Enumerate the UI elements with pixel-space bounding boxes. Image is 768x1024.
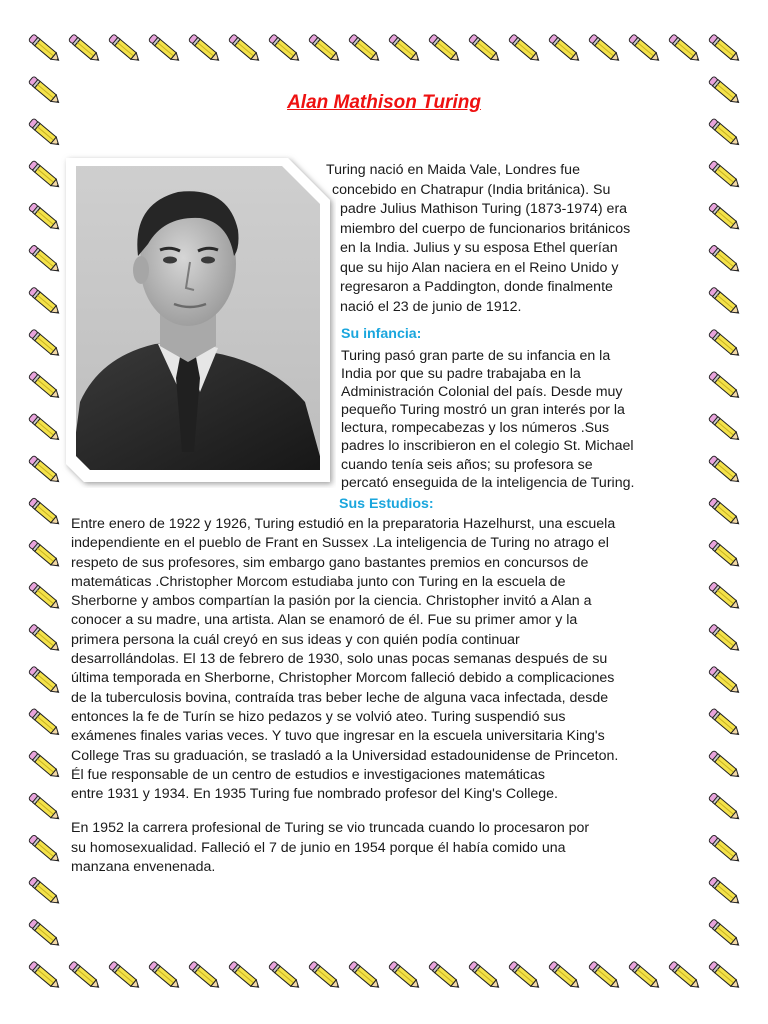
text-line: lectura, rompecabezas y los números .Sus — [341, 420, 610, 437]
pencil-icon — [708, 497, 742, 527]
pencil-icon — [708, 455, 742, 485]
text-line: India por que su padre trabajaba en la — [341, 366, 581, 383]
pencil-icon — [28, 413, 62, 443]
text-line: desarrollándolas. El 13 de febrero de 1930, solo unas pocas semanas después de su — [71, 651, 608, 668]
pencil-icon — [588, 961, 622, 991]
text-line: Él fue responsable de un centro de estudios e investigaciones matemáticas — [71, 766, 545, 783]
pencil-icon — [28, 497, 62, 527]
pencil-icon — [668, 34, 702, 64]
pencil-icon — [548, 34, 582, 64]
text-line: miembro del cuerpo de funcionarios británicos — [340, 220, 631, 237]
text-line: su homosexualidad. Falleció el 7 de junio en 1954 porque él había comido una — [71, 839, 566, 856]
pencil-icon — [508, 961, 542, 991]
text-line: Administración Colonial del país. Desde muy — [341, 384, 623, 401]
pencil-icon — [348, 34, 382, 64]
pencil-icon — [708, 539, 742, 569]
infancia-paragraph — [341, 347, 681, 492]
text-line: Sherborne y ambos compartían la pasión por la ciencia. Christopher invitó a Alan a — [71, 593, 592, 610]
text-line: Turing nació en Maida Vale, Londres fue — [326, 162, 580, 178]
pencil-icon — [708, 961, 742, 991]
pencil-icon — [28, 539, 62, 569]
pencil-icon — [28, 202, 62, 232]
pencil-icon — [708, 371, 742, 401]
text-line: en la India. Julius y su esposa Ethel querían — [340, 240, 618, 256]
pencil-icon — [708, 750, 742, 780]
text-line: matemáticas .Christopher Morcom estudiaba junto con Turing en la escuela de — [71, 573, 566, 590]
pencil-icon — [708, 202, 742, 232]
pencil-icon — [348, 961, 382, 991]
pencil-icon — [708, 877, 742, 907]
final-paragraph — [71, 819, 697, 878]
pencil-icon — [28, 877, 62, 907]
text-line: Turing pasó gran parte de su infancia en la — [341, 348, 611, 364]
pencil-icon — [708, 624, 742, 654]
text-line: independiente en el pueblo de Frant en Sussex .La inteligencia de Turing no atrago el — [71, 535, 609, 552]
pencil-icon — [188, 961, 222, 991]
pencil-icon — [708, 582, 742, 612]
text-line: que su hijo Alan naciera en el Reino Unido y — [340, 259, 619, 276]
text-line: nació el 23 de junio de 1912. — [340, 298, 522, 315]
pencil-icon — [28, 287, 62, 317]
pencil-icon — [388, 961, 422, 991]
pencil-icon — [28, 160, 62, 190]
pencil-icon — [28, 834, 62, 864]
pencil-icon — [708, 287, 742, 317]
pencil-icon — [148, 34, 182, 64]
pencil-icon — [708, 413, 742, 443]
text-line: padres lo inscribieron en el colegio St. Michael — [341, 438, 634, 455]
pencil-icon — [708, 919, 742, 949]
pencil-icon — [68, 34, 102, 64]
pencil-icon — [708, 834, 742, 864]
pencil-icon — [628, 961, 662, 991]
text-line: de la tuberculosis bovina, contraída tras beber leche de alguna vaca infectada, desde — [71, 689, 609, 706]
text-line: College Tras su graduación, se trasladó a la Universidad estadounidense de Princeton. — [71, 747, 619, 764]
portrait-photo-icon — [60, 152, 336, 488]
text-line: entonces la fe de Turín se hizo pedazos y se volvió ateo. Turing suspendió sus — [71, 708, 566, 725]
pencil-icon — [68, 961, 102, 991]
pencil-icon — [268, 961, 302, 991]
pencil-icon — [28, 371, 62, 401]
pencil-icon — [708, 666, 742, 696]
pencil-icon — [28, 666, 62, 696]
text-line: última temporada en Sherborne, Christopher Morcom falleció debido a complicaciones — [71, 670, 615, 687]
pencil-icon — [148, 961, 182, 991]
pencil-icon — [228, 961, 262, 991]
text-line: manzana envenenada. — [71, 859, 216, 875]
text-line: Entre enero de 1922 y 1926, Turing estudió en la preparatoria Hazelhurst, una escuela — [71, 516, 616, 532]
pencil-icon — [388, 34, 422, 64]
text-line: primera persona la cuál creyó en sus ideas y con quién podía continuar — [71, 631, 520, 648]
text-line: entre 1931 y 1934. En 1935 Turing fue nombrado profesor del King's College. — [71, 786, 558, 803]
pencil-icon — [468, 961, 502, 991]
text-line: regresaron a Paddington, donde finalmente — [340, 279, 613, 295]
pencil-icon — [708, 708, 742, 738]
pencil-icon — [28, 34, 62, 64]
pencil-icon — [708, 34, 742, 64]
pencil-icon — [28, 245, 62, 275]
text-line: concebido en Chatrapur (India británica). Su — [332, 181, 611, 198]
text-line: pequeño Turing mostró un gran interés por la — [341, 402, 625, 419]
pencil-icon — [28, 455, 62, 485]
portrait-photo — [60, 152, 336, 488]
estudios-paragraph — [71, 515, 697, 804]
intro-paragraph — [318, 161, 658, 317]
pencil-icon — [28, 750, 62, 780]
section-heading-estudios: Sus Estudios: — [339, 496, 434, 512]
pencil-icon — [268, 34, 302, 64]
text-line: cuando tenía seis años; su profesora se — [341, 456, 593, 473]
pencil-icon — [508, 34, 542, 64]
pencil-icon — [428, 34, 462, 64]
pencil-icon — [28, 118, 62, 148]
section-heading-infancia: Su infancia: — [341, 326, 422, 342]
pencil-icon — [588, 34, 622, 64]
pencil-icon — [428, 961, 462, 991]
pencil-icon — [28, 961, 62, 991]
pencil-icon — [468, 34, 502, 64]
pencil-icon — [108, 34, 142, 64]
pencil-icon — [28, 624, 62, 654]
pencil-icon — [188, 34, 222, 64]
pencil-icon — [28, 919, 62, 949]
pencil-icon — [708, 792, 742, 822]
pencil-icon — [708, 245, 742, 275]
text-line: exámenes finales varias veces. Y tuvo que ingresar en la escuela universitaria King's — [71, 728, 605, 745]
pencil-icon — [628, 34, 662, 64]
pencil-icon — [708, 329, 742, 359]
pencil-icon — [28, 329, 62, 359]
pencil-icon — [708, 118, 742, 148]
text-line: padre Julius Mathison Turing (1873-1974) era — [340, 201, 628, 217]
pencil-icon — [28, 582, 62, 612]
text-line: En 1952 la carrera profesional de Turing se vio truncada cuando lo procesaron por — [71, 820, 590, 836]
pencil-icon — [28, 792, 62, 822]
pencil-icon — [668, 961, 702, 991]
pencil-icon — [108, 961, 142, 991]
text-line: percató enseguida de la inteligencia de Turing. — [341, 474, 635, 491]
page-title: Alan Mathison Turing — [287, 92, 481, 113]
pencil-icon — [308, 961, 342, 991]
pencil-icon — [548, 961, 582, 991]
pencil-icon — [708, 160, 742, 190]
pencil-icon — [28, 708, 62, 738]
text-line: conocer a su madre, una artista. Alan se enamoró de él. Fue su primer amor y la — [71, 612, 578, 629]
pencil-icon — [308, 34, 342, 64]
pencil-icon — [228, 34, 262, 64]
text-line: respeto de sus profesores, sim embargo gano bastantes premios en concursos de — [71, 554, 589, 571]
